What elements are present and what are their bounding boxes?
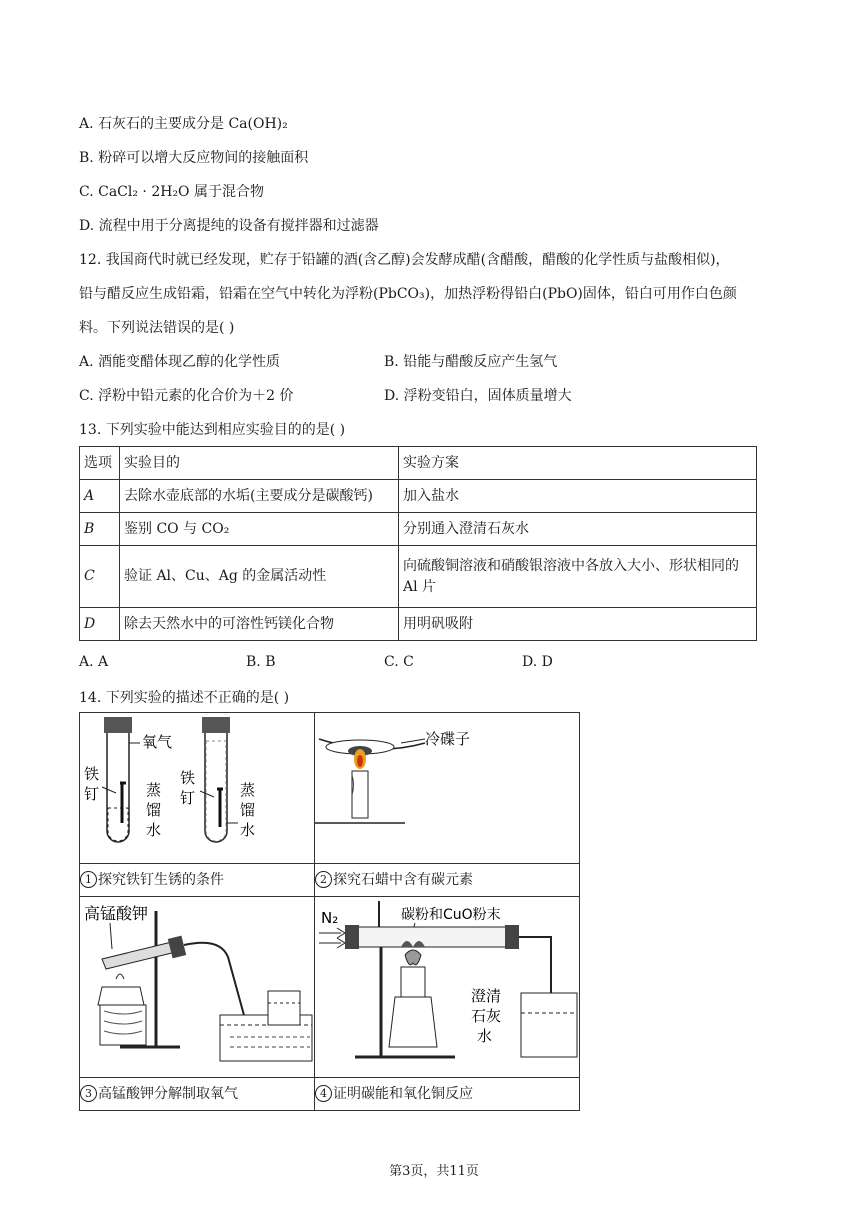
q13-answer-b: B. B	[246, 654, 276, 670]
label-powder: 碳粉和CuO粉末	[401, 907, 501, 923]
row-purpose: 去除水壶底部的水垢(主要成分是碳酸钙)	[120, 480, 399, 513]
q12-option-a: A. 酒能变醋体现乙醇的化学性质	[79, 354, 281, 370]
q13-table	[79, 446, 757, 641]
svg-text:铁: 铁	[84, 765, 100, 783]
table-row	[80, 513, 757, 546]
q11-option-d: D. 流程中用于分离提纯的设备有搅拌器和过滤器	[79, 218, 379, 234]
row-plan: 用明矾吸附	[399, 608, 757, 641]
row-purpose: 除去天然水中的可溶性钙镁化合物	[120, 608, 399, 641]
kmno4-diagram	[80, 897, 314, 1073]
caption-4: 4 证明碳能和氧化铜反应	[315, 1078, 580, 1111]
row-purpose: 鉴别 CO 与 CO₂	[120, 513, 399, 546]
figure-carbon-cuo	[315, 897, 580, 1078]
svg-text:水: 水	[477, 1027, 493, 1045]
svg-text:蒸: 蒸	[146, 781, 162, 799]
caption-2: 2 探究石蜡中含有碳元素	[315, 864, 580, 897]
beaker	[521, 993, 577, 1057]
svg-text:钉: 钉	[84, 785, 100, 803]
header-option: 选项	[80, 447, 120, 480]
header-plan: 实验方案	[399, 447, 757, 480]
q12-option-c: C. 浮粉中铅元素的化合价为＋2 价	[79, 388, 294, 404]
svg-text:铁: 铁	[180, 769, 196, 787]
table-header-row	[80, 447, 757, 480]
q14-figure-table	[79, 712, 580, 1111]
caption-3: 3 高锰酸钾分解制取氧气	[80, 1078, 315, 1111]
q14-stem: 14. 下列实验的描述不正确的是( )	[79, 690, 290, 706]
gas-bottle	[268, 991, 300, 1025]
q11-option-c: C. CaCl₂ · 2H₂O 属于混合物	[79, 184, 264, 200]
svg-text:石灰: 石灰	[471, 1007, 502, 1025]
row-plan: 分别通入澄清石灰水	[399, 513, 757, 546]
flame	[405, 950, 421, 965]
svg-text:馏: 馏	[240, 801, 256, 819]
svg-text:水: 水	[146, 821, 162, 839]
q11-option-b: B. 粉碎可以增大反应物间的接触面积	[79, 150, 309, 166]
row-option: D	[80, 608, 120, 641]
row-option: C	[80, 546, 120, 608]
row-option: A	[80, 480, 120, 513]
label-n2: N₂	[321, 909, 339, 927]
row-plan: 向硫酸铜溶液和硝酸银溶液中各放入大小、形状相同的 Al 片	[399, 546, 757, 608]
wood-block	[100, 1005, 146, 1045]
q13-stem: 13. 下列实验中能达到相应实验目的的是( )	[79, 422, 346, 438]
table-row	[80, 608, 757, 641]
q12-option-b: B. 铅能与醋酸反应产生氢气	[384, 354, 558, 370]
q12-stem-line1: 12. 我国商代时就已经发现，贮存于铅罐的酒(含乙醇)会发酵成醋(含醋酸，醋酸的化学性质与盐酸相似)，	[79, 252, 730, 268]
header-purpose: 实验目的	[120, 447, 399, 480]
label-kmno4: 高锰酸钾	[84, 904, 149, 923]
q11-option-a: A. 石灰石的主要成分是 Ca(OH)₂	[79, 116, 288, 132]
label-oxygen: 氧气	[142, 733, 173, 751]
table-row	[80, 480, 757, 513]
page-footer: 第3页，共11页	[389, 1164, 479, 1179]
q12-stem-line3: 料。下列说法错误的是( )	[79, 320, 235, 336]
row-plan: 加入盐水	[399, 480, 757, 513]
carbon-cuo-diagram	[315, 897, 579, 1073]
candle-diagram	[315, 713, 579, 859]
iron-rust-diagram	[80, 713, 314, 859]
q13-answer-c: C. C	[384, 654, 414, 670]
table-row	[80, 546, 757, 608]
q12-stem-line2: 铅与醋反应生成铅霜，铅霜在空气中转化为浮粉(PbCO₃)，加热浮粉得铅白(PbO)固体，铅白可用作白色颜	[79, 286, 737, 302]
svg-text:蒸: 蒸	[240, 781, 256, 799]
test-tube	[102, 941, 180, 969]
glass-tube	[351, 927, 511, 947]
svg-text:水: 水	[240, 821, 256, 839]
figure-iron-rust	[80, 713, 315, 864]
stopper	[104, 717, 132, 733]
alcohol-lamp	[389, 997, 437, 1047]
q13-answer-a: A. A	[79, 654, 109, 670]
svg-text:澄清: 澄清	[471, 987, 502, 1005]
svg-text:馏: 馏	[146, 801, 162, 819]
q12-option-d: D. 浮粉变铅白，固体质量增大	[384, 388, 572, 404]
q13-answer-d: D. D	[522, 654, 553, 670]
label-cold-plate: 冷碟子	[425, 730, 471, 748]
figure-kmno4	[80, 897, 315, 1078]
row-purpose: 验证 Al、Cu、Ag 的金属活动性	[120, 546, 399, 608]
row-option: B	[80, 513, 120, 546]
svg-text:钉: 钉	[180, 789, 196, 807]
figure-candle	[315, 713, 580, 864]
caption-1: 1 探究铁钉生锈的条件	[80, 864, 315, 897]
